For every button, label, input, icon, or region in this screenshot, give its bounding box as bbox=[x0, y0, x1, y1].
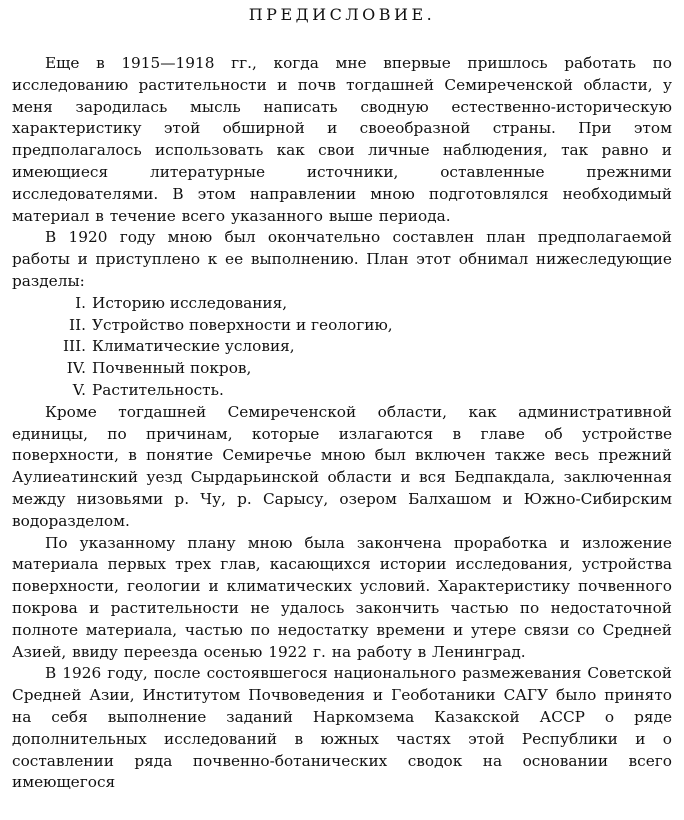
list-item-number: IV. bbox=[66, 359, 86, 378]
paragraph: В 1920 году мною был окончательно составлен план предполагаемой работы и приступлено к ее выполнению. План этот обнимал нижеследующие разделы: bbox=[12, 228, 672, 290]
sections-list bbox=[12, 293, 672, 402]
list-item bbox=[12, 315, 672, 337]
page-title: ПРЕДИСЛОВИЕ. bbox=[248, 5, 436, 24]
paragraph: В 1926 году, после состоявшегося национального размежевания Советской Средней Азии, Институтом Почвоведения и Геоботаники САГУ было принято на себя выполнение заданий Наркомзема Казакской АССР о ряде дополнительных исследований в южных частях этой Республики и о составлении ряда почвенно-ботанических сводок на основании всего имеющегося bbox=[12, 664, 672, 792]
paragraph: По указанному плану мною была закончена проработка и изложение материала первых трех глав, касающихся истории исследования, устройства поверхности, геологии и климатических условий. Характеристику почвенного покрова и растительности не удалось закончить частью по недостаточной полноте материала, частью по недостатку времени и утере связи со Средней Азией, ввиду переезда осенью 1922 г. на работу в Ленинград. bbox=[12, 533, 672, 661]
list-item bbox=[12, 336, 672, 358]
list-item-number: II. bbox=[69, 315, 86, 334]
list-item-number: V. bbox=[72, 380, 86, 399]
list-item-text: Растительность. bbox=[92, 380, 224, 399]
list-item-text: Климатические условия, bbox=[92, 337, 295, 356]
paragraph: Еще в 1915—1918 гг., когда мне впервые пришлось работать по исследованию растительности и почв тогдашней Семиреченской области, у меня зародилась мысль написать сводную естественно-историческую характеристику этой обширной и своеобразной страны. При этом предполагалось использовать как свои личные наблюдения, так равно и имеющиеся литературные источники, оставленные прежними исследователями. В этом направлении мною подготовлялся необходимый материал в течение всего указанного выше периода. bbox=[12, 54, 672, 225]
list-item-text: Почвенный покров, bbox=[92, 359, 252, 378]
list-item-number: III. bbox=[63, 337, 86, 356]
list-item bbox=[12, 380, 672, 402]
list-item-text: Устройство поверхности и геологию, bbox=[92, 315, 393, 334]
document-page bbox=[12, 4, 672, 794]
list-item-number: I. bbox=[75, 293, 86, 312]
list-item-text: Историю исследования, bbox=[92, 293, 288, 312]
list-item bbox=[12, 293, 672, 315]
paragraph: Кроме тогдашней Семиреченской области, как административной единицы, по причинам, которые излагаются в главе об устройстве поверхности, в понятие Семиречье мною был включен также весь прежний Аулиеатинский уезд Сырдарьинской области и вся Бедпакдала, заключенная между низовьями р. Чу, р. Сарысу, озером Балхашом и Южно-Сибирским водоразделом. bbox=[12, 402, 672, 530]
list-item bbox=[12, 358, 672, 380]
